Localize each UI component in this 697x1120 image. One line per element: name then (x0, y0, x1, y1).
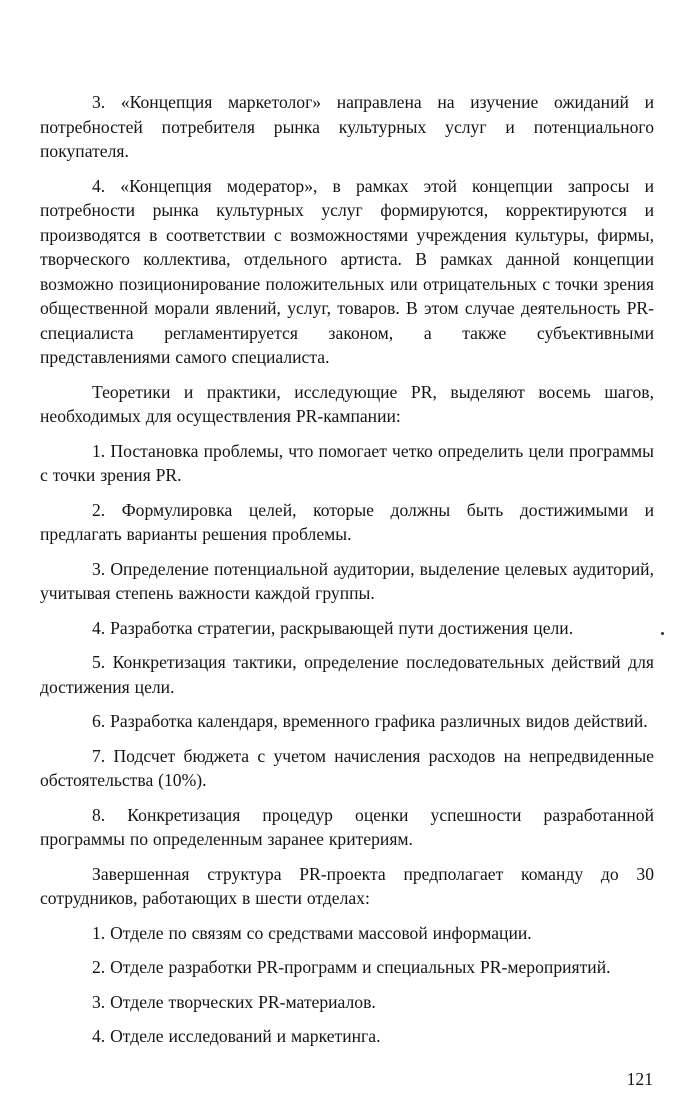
list-item-step-5: 5. Конкретизация тактики, определение последовательных действий для достижения цели. (40, 652, 654, 697)
list-item-step-3: 3. Определение потенциальной аудитории, выделение целевых аудиторий, учитывая степень важности каждой группы. (40, 558, 654, 603)
paragraph-concept-moderator: 4. «Концепция модератор», в рамках этой концепции запросы и потребности рынка культурных услуг формируются, корректируются и производятся в соответствии с возможностями учреждения культуры, фирмы, творческого коллектива, отдельного артиста. В рамках данной концепции возможно позиционирование положительных или отрицательных с точки зрения общественной морали явлений, услуг, товаров. В этом случае деятельность PR-специалиста регламентируется законом, а также субъективными представлениями самого специалиста. (40, 175, 654, 367)
list-item-step-8: 8. Конкретизация процедур оценки успешности разработанной программы по определенным заранее критериям. (40, 804, 654, 849)
list-item-department-3: 3. Отделе творческих PR-материалов. (92, 991, 376, 1012)
paragraph-eight-steps-intro: Теоретики и практики, исследующие PR, выделяют восемь шагов, необходимых для осуществления PR-кампании: (40, 381, 654, 426)
list-item-step-7: 7. Подсчет бюджета с учетом начисления расходов на непредвиденные обстоятельства (10%). (40, 745, 654, 790)
list-item-step-2: 2. Формулировка целей, которые должны быть достижимыми и предлагать варианты решения проблемы. (40, 499, 654, 544)
body-text (40, 90, 654, 1059)
page-number: 121 (626, 1069, 653, 1089)
list-item-step-6: 6. Разработка календаря, временного графика различных видов действий. (92, 711, 648, 731)
scan-speck (661, 632, 664, 635)
paragraph-concept-marketer: 3. «Концепция маркетолог» направлена на изучение ожиданий и потребностей потребителя рынка культурных услуг и потенциального покупателя. (40, 92, 654, 161)
list-item-step-1: 1. Постановка проблемы, что помогает четко определить цели программы с точки зрения PR. (40, 440, 654, 485)
list-item-step-4: 4. Разработка стратегии, раскрывающей пути достижения цели. (92, 617, 574, 638)
paragraph-project-structure: Завершенная структура PR-проекта предполагает команду до 30 сотрудников, работающих в шести отделах: (40, 863, 654, 908)
list-item-department-1: 1. Отделе по связям со средствами массовой информации. (92, 922, 532, 943)
list-item-department-2: 2. Отделе разработки PR-программ и специальных PR-мероприятий. (92, 957, 611, 977)
list-item-department-4: 4. Отделе исследований и маркетинга. (92, 1026, 381, 1046)
